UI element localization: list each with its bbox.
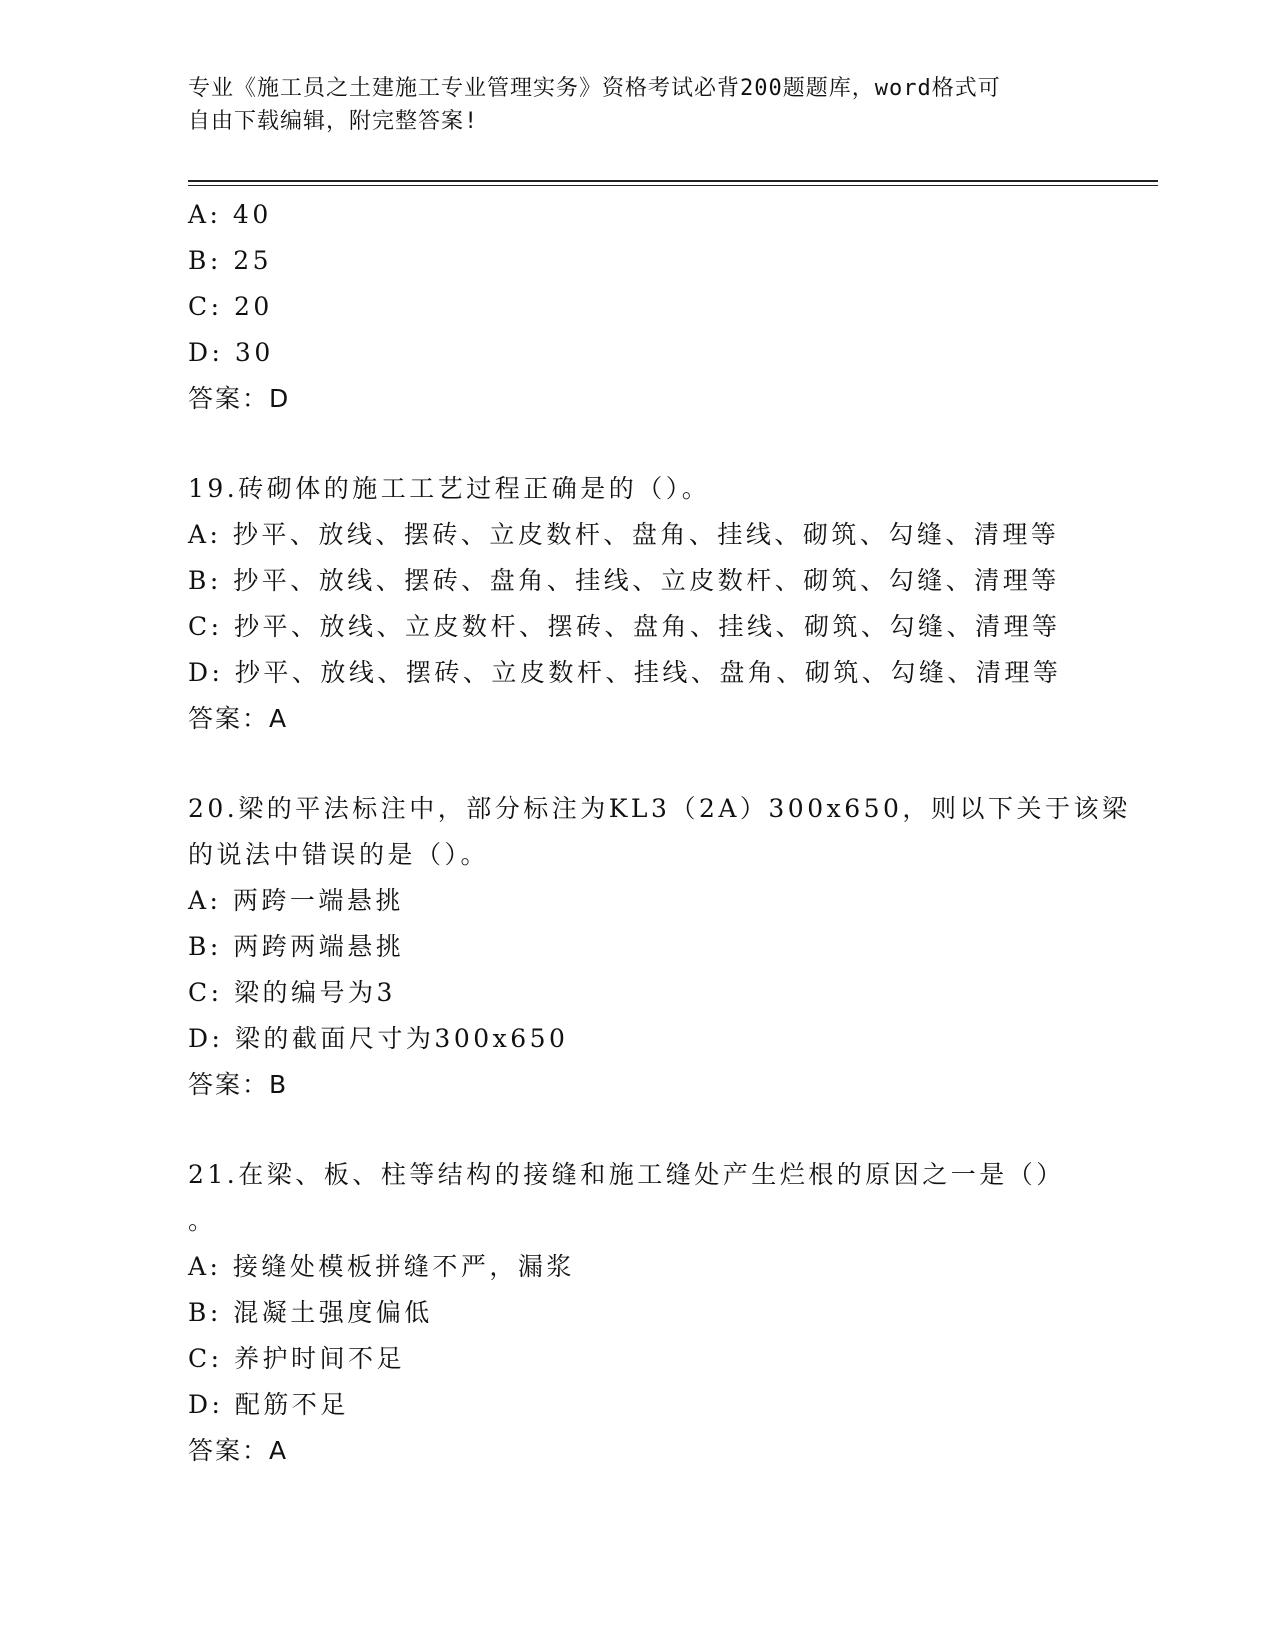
- header-divider-thick: [188, 180, 1158, 182]
- answer-label: 答案：A: [188, 704, 289, 733]
- question-spacer: [188, 742, 1088, 786]
- option-c: C: 梁的编号为3: [188, 978, 396, 1007]
- question-block-18: [188, 192, 1088, 422]
- header-divider-thin: [188, 185, 1158, 186]
- answer-label: 答案：D: [188, 384, 291, 413]
- option-c: C: 养护时间不足: [188, 1344, 405, 1373]
- question-block-19: [188, 466, 1088, 742]
- option-c: C: 抄平、放线、立皮数杆、摆砖、盘角、挂线、砌筑、勾缝、清理等: [188, 612, 1061, 641]
- option-a: A: 抄平、放线、摆砖、立皮数杆、盘角、挂线、砌筑、勾缝、清理等: [188, 520, 1060, 549]
- option-d: D: 配筋不足: [188, 1390, 349, 1419]
- option-d: D: 梁的截面尺寸为300x650: [188, 1024, 569, 1053]
- question-spacer: [188, 422, 1088, 466]
- question-block-21: [188, 1152, 1088, 1474]
- option-b: B: 抄平、放线、摆砖、盘角、挂线、立皮数杆、砌筑、勾缝、清理等: [188, 566, 1060, 595]
- option-d: D: 30: [188, 338, 274, 367]
- question-stem-line-2: 。: [188, 1206, 217, 1235]
- question-block-20: [188, 786, 1131, 1108]
- question-stem-line-1: 21.在梁、板、柱等结构的接缝和施工缝处产生烂根的原因之一是（）: [188, 1160, 1065, 1189]
- option-b: B: 混凝土强度偏低: [188, 1298, 433, 1327]
- answer-label: 答案：B: [188, 1070, 289, 1099]
- option-d: D: 抄平、放线、摆砖、立皮数杆、挂线、盘角、砌筑、勾缝、清理等: [188, 658, 1062, 687]
- document-header: [188, 72, 1068, 138]
- question-stem: 19.砖砌体的施工工艺过程正确是的（）。: [188, 474, 711, 503]
- header-title-line-2: 自由下载编辑，附完整答案!: [188, 109, 479, 134]
- option-c: C: 20: [188, 292, 273, 321]
- option-b: B: 25: [188, 246, 273, 275]
- option-b: B: 两跨两端悬挑: [188, 932, 405, 961]
- option-a: A: 接缝处模板拼缝不严，漏浆: [188, 1252, 575, 1281]
- question-stem-line-1: 20.梁的平法标注中，部分标注为KL3（2A）300x650，则以下关于该梁: [188, 794, 1131, 823]
- question-list: [188, 192, 1131, 1474]
- option-a: A: 两跨一端悬挑: [188, 886, 404, 915]
- answer-label: 答案：A: [188, 1436, 289, 1465]
- question-stem-line-2: 的说法中错误的是（）。: [188, 840, 490, 869]
- header-title-line-1: 专业《施工员之土建施工专业管理实务》资格考试必背200题题库，word格式可: [188, 76, 1001, 101]
- question-spacer: [188, 1108, 1088, 1152]
- option-a: A: 40: [188, 200, 272, 229]
